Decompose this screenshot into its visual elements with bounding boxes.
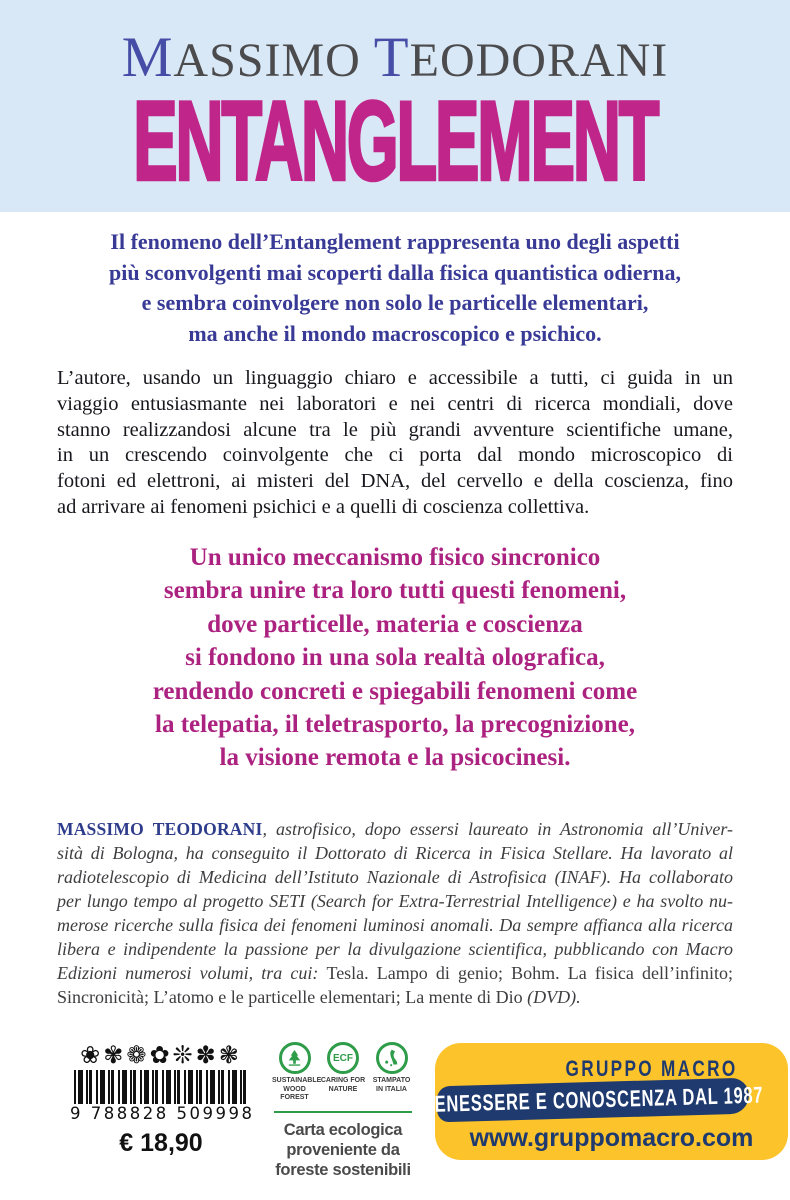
description-paragraph: L’autore, usando un linguaggio chiaro e accessibile a tutti, ci guida in un viaggio entusiasmante nei laboratori e nei centri di ricerca mondiali, dove stanno realizzandosi alcune tra le più grandi avventure scientifiche umane, in un crescendo coinvolgente che ci porta dal mondo microscopico di fotoni ed elettroni, ai misteri del DNA, del cervello e della coscienza, fino ad arrivare ai fenomeni psichici e a quelli di coscienza collettiva. xyxy=(57,367,733,518)
price: € 18,90 xyxy=(119,1129,203,1157)
author-bio: MASSIMO TEODORANI, astrofisico, dopo essersi laureato in Astronomia all’Univer- sità di Bologna, ha conseguito il Dottorato di Ricerca in Fisica Stellare. Ha lavorato al radiotelescopio di Medicina dell’Istituto Nazionale di Astrofisica (INAF). Ha collaborato per lungo tempo al progetto SETI (Search for Extra-Terrestrial Intelligence) e ha svolto nu- merose ricerche sulla fisica dei fenomeni luminosi anomali. Da sempre affianca alla ricerca libera e indipendente la passione per la divulgazione scientifica, pubblicando con Macro Edizioni numerosi volumi, tra cui: Tesla. Lampo di genio; Bohm. La fisica dell’infinito; Sincronicità; L’atomo e le particelle elementari; La mente di Dio (DVD). xyxy=(57,819,733,1007)
eco-badge-label: SUSTAINABLE WOOD FOREST xyxy=(272,1077,322,1101)
eco-badge-row xyxy=(272,1042,414,1103)
isbn-number: 9 788828 509998 xyxy=(66,1104,258,1123)
publisher-tagline-banner xyxy=(421,1078,765,1123)
intro-paragraph: Il fenomeno dell’Entanglement rappresenta uno degli aspetti più sconvolgenti mai scoperti dalla fisica quantistica odierna, e sembra coinvolgere non solo le particelle elementari, ma anche il mondo macroscopico e psichico. xyxy=(108,229,682,346)
highlight-paragraph: Un unico meccanismo fisico sincronico sembra unire tra loro tutti questi fenomeni, dove particelle, materia e coscienza si fondono in una sola realtà olografica, rendendo concreti e spiegabili fenomeni come la telepatia, il teletrasporto, la precognizione, la visione remota e la psicocinesi. xyxy=(152,544,638,772)
publisher-tagline: BENESSERE E CONOSCENZA DAL 1987 xyxy=(421,1081,765,1118)
eco-badge-label: STAMPATO IN ITALIA xyxy=(372,1077,411,1093)
sustainable-wood-forest-badge xyxy=(272,1042,322,1103)
cover-header xyxy=(0,0,790,212)
ecf-badge xyxy=(321,1042,366,1103)
barcode xyxy=(66,1040,256,1158)
book-title xyxy=(0,79,790,205)
pine-tree-icon xyxy=(279,1042,311,1074)
barcode-flowers-icon: ❀✾❁✿❊✽❃ xyxy=(80,1041,242,1069)
book-title-text: ENTANGLEMENT xyxy=(132,79,658,205)
eco-paper-caption: Carta ecologica proveniente da foreste sostenibili xyxy=(275,1120,411,1179)
italy-map-icon xyxy=(376,1042,408,1074)
ecf-icon: ECF xyxy=(327,1042,359,1074)
eco-certifications xyxy=(272,1042,414,1180)
author-name: MASSIMO TEODORANI xyxy=(121,26,669,89)
publisher-badge xyxy=(421,1043,788,1160)
eco-divider xyxy=(274,1111,412,1113)
printed-in-italy-badge xyxy=(369,1042,414,1103)
eco-badge-label: CARING FOR NATURE xyxy=(320,1077,366,1093)
publisher-url: www.gruppomacro.com xyxy=(469,1124,754,1152)
publisher-name: GRUPPO MACRO xyxy=(565,1056,738,1081)
